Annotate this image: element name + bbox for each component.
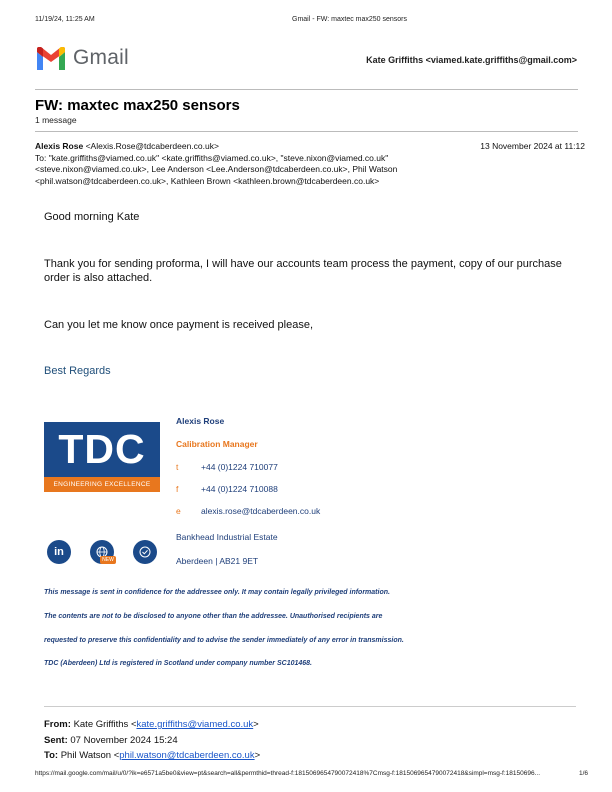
forward-from-close: > [253,719,259,730]
sender-name: Alexis Rose [35,141,84,151]
tdc-logo-tagline: ENGINEERING EXCELLENCE [44,477,160,492]
recipients-line-3: <phil.watson@tdcaberdeen.co.uk>, Kathleen Brown <kathleen.brown@tdcaberdeen.co.uk> [35,175,380,186]
print-footer-url: https://mail.google.com/mail/u/0/?ik=e6571a5be0&view=pt&search=all&permthid=thread-f:1815069654790072418%7Cmsg-f:1815069654790072418&simpl=msg-f:18150696... [35,770,540,777]
recipients-line-2: <steve.nixon@viamed.co.uk>, Lee Anderson <Lee.Anderson@tdcaberdeen.co.uk>, Phil Watson [35,164,398,174]
new-badge: NEW [100,556,116,564]
gmail-logo-icon[interactable] [35,46,67,72]
disclaimer-line-4: TDC (Aberdeen) Ltd is registered in Scotland under company number SC101468. [44,660,313,667]
fax-label: f [176,484,179,494]
forward-sent [44,735,178,746]
forward-to [44,750,260,761]
forward-sent-value: 07 November 2024 15:24 [70,735,178,746]
forward-from-email-link[interactable]: kate.griffiths@viamed.co.uk [136,719,254,730]
message-header [35,141,585,187]
message-date: 13 November 2024 at 11:12 [480,141,585,151]
print-page-number: 1/6 [578,770,588,777]
gmail-wordmark: Gmail [73,46,129,69]
signature-title: Calibration Manager [176,439,258,449]
disclaimer-line-3: requested to preserve this confidentiality and to advise the sender immediately of any error in transmission. [44,637,404,644]
forward-from [44,719,259,730]
forward-divider [44,706,576,707]
forward-sent-label: Sent: [44,735,68,746]
address-line-1: Bankhead Industrial Estate [176,532,278,542]
header-divider [35,89,578,90]
forward-to-label: To: [44,750,59,761]
signature-email-link[interactable]: alexis.rose@tdcaberdeen.co.uk [201,506,321,516]
sign-off: Best Regards [44,365,111,377]
recipients-line-1: To: "kate.griffiths@viamed.co.uk" <kate.griffiths@viamed.co.uk>, "steve.nixon@viamed.co.uk" [35,152,389,163]
address-line-2: Aberdeen | AB21 9ET [176,556,259,566]
signature-name: Alexis Rose [176,416,225,426]
account-identity: Kate Griffiths <viamed.kate.griffiths@gmail.com> [366,55,577,65]
message-count: 1 message [35,115,77,125]
print-datetime: 11/19/24, 11:25 AM [35,16,95,23]
disclaimer-line-2: The contents are not to be disclosed to anyone other than the addressee. Unauthorised recipients are [44,613,383,620]
forward-to-name: Phil Watson < [60,750,120,761]
tdc-logo [44,422,160,492]
body-paragraph-2: Can you let me know once payment is received please, [44,319,314,331]
thread-subject: FW: maxtec max250 sensors [35,97,240,114]
forward-from-name: Kate Griffiths < [73,719,137,730]
subject-divider [35,131,578,132]
sender-email: <Alexis.Rose@tdcaberdeen.co.uk> [85,141,219,151]
fax-number: +44 (0)1224 710088 [201,484,278,494]
tdc-logo-text: TDC [58,426,146,472]
forward-from-label: From: [44,719,71,730]
print-page-title: Gmail - FW: maxtec max250 sensors [292,16,408,23]
forward-to-email-link[interactable]: phil.watson@tdcaberdeen.co.uk [119,750,255,761]
linkedin-icon[interactable]: in [47,540,71,564]
disclaimer-line-1: This message is sent in confidence for the addressee only. It may contain legally privileged information. [44,589,390,596]
chat-icon[interactable] [133,540,157,564]
forward-to-close: > [254,750,261,761]
phone-number[interactable]: +44 (0)1224 710077 [201,462,278,472]
body-paragraph-1: Thank you for sending proforma, I will have our accounts team process the payment, copy of our purchase order is also attached. [44,258,562,284]
email-label: e [176,506,181,516]
phone-label: t [176,462,179,472]
greeting: Good morning Kate [44,211,140,223]
